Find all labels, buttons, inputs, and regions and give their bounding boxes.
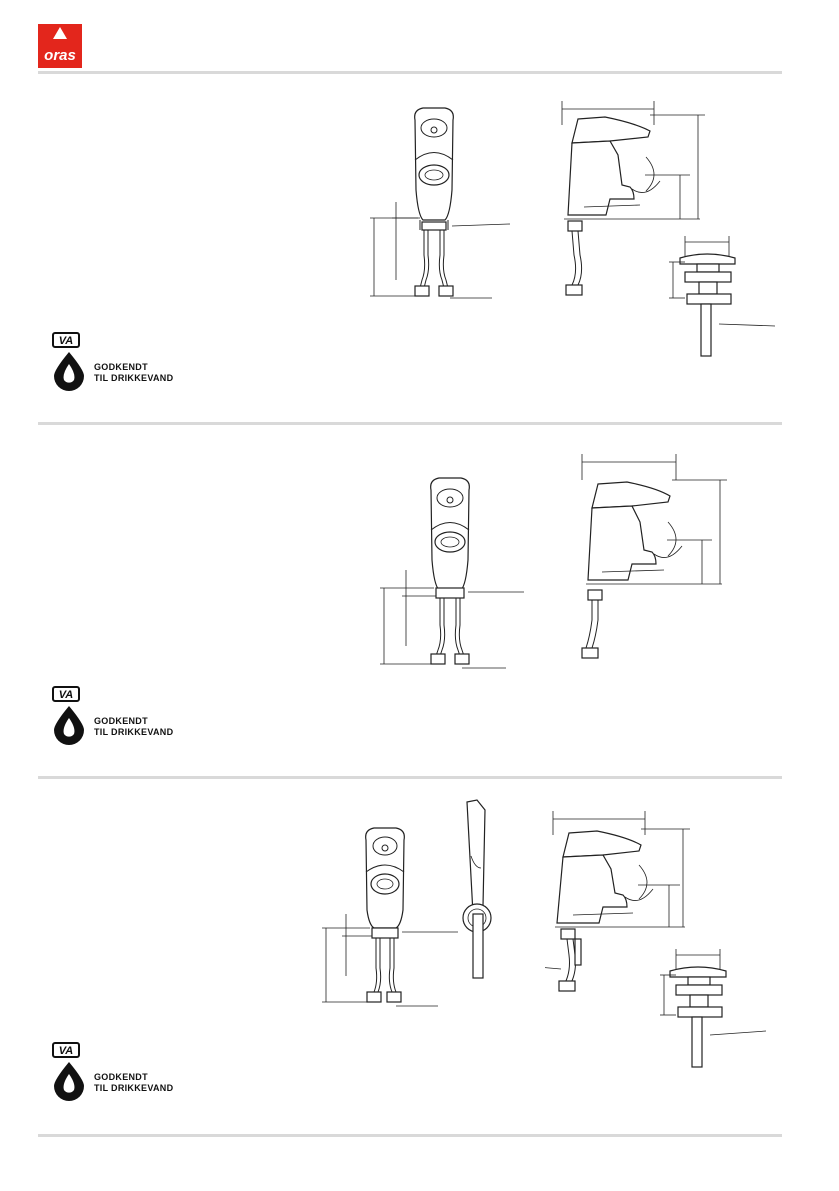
- logo-wordmark: oras: [44, 47, 76, 64]
- oras-logo: [38, 24, 82, 68]
- section-3-front-view: [316, 810, 461, 1025]
- section-1-drain-valve: [665, 232, 785, 372]
- section-3-approval-text: [94, 1072, 173, 1094]
- approval-line-2: TIL DRIKKEVAND: [94, 1083, 174, 1093]
- section-3-va-mark: [52, 1042, 86, 1107]
- section-2-front-view: [376, 460, 526, 680]
- approval-line-1: GODKENDT: [94, 362, 148, 372]
- approval-line-2: TIL DRIKKEVAND: [94, 373, 174, 383]
- section-2-approval-text: [94, 716, 173, 738]
- footer-divider: [38, 1134, 782, 1137]
- svg-text:VA: VA: [58, 335, 74, 347]
- svg-text:VA: VA: [58, 1045, 74, 1057]
- section-3-drain-valve: [660, 945, 780, 1080]
- section-2-side-view: [572, 450, 732, 670]
- approval-line-1: GODKENDT: [94, 716, 148, 726]
- header-divider: [38, 71, 782, 74]
- section-1-divider: [38, 422, 782, 425]
- approval-line-2: TIL DRIKKEVAND: [94, 727, 174, 737]
- section-2-va-mark: [52, 686, 86, 751]
- section-1-front-view: [360, 90, 510, 315]
- svg-text:VA: VA: [58, 689, 74, 701]
- section-1-va-mark: [52, 332, 86, 397]
- section-1-approval-text: [94, 362, 173, 384]
- section-2-divider: [38, 776, 782, 779]
- approval-line-1: GODKENDT: [94, 1072, 148, 1082]
- section-3-lever-rod: [455, 796, 505, 986]
